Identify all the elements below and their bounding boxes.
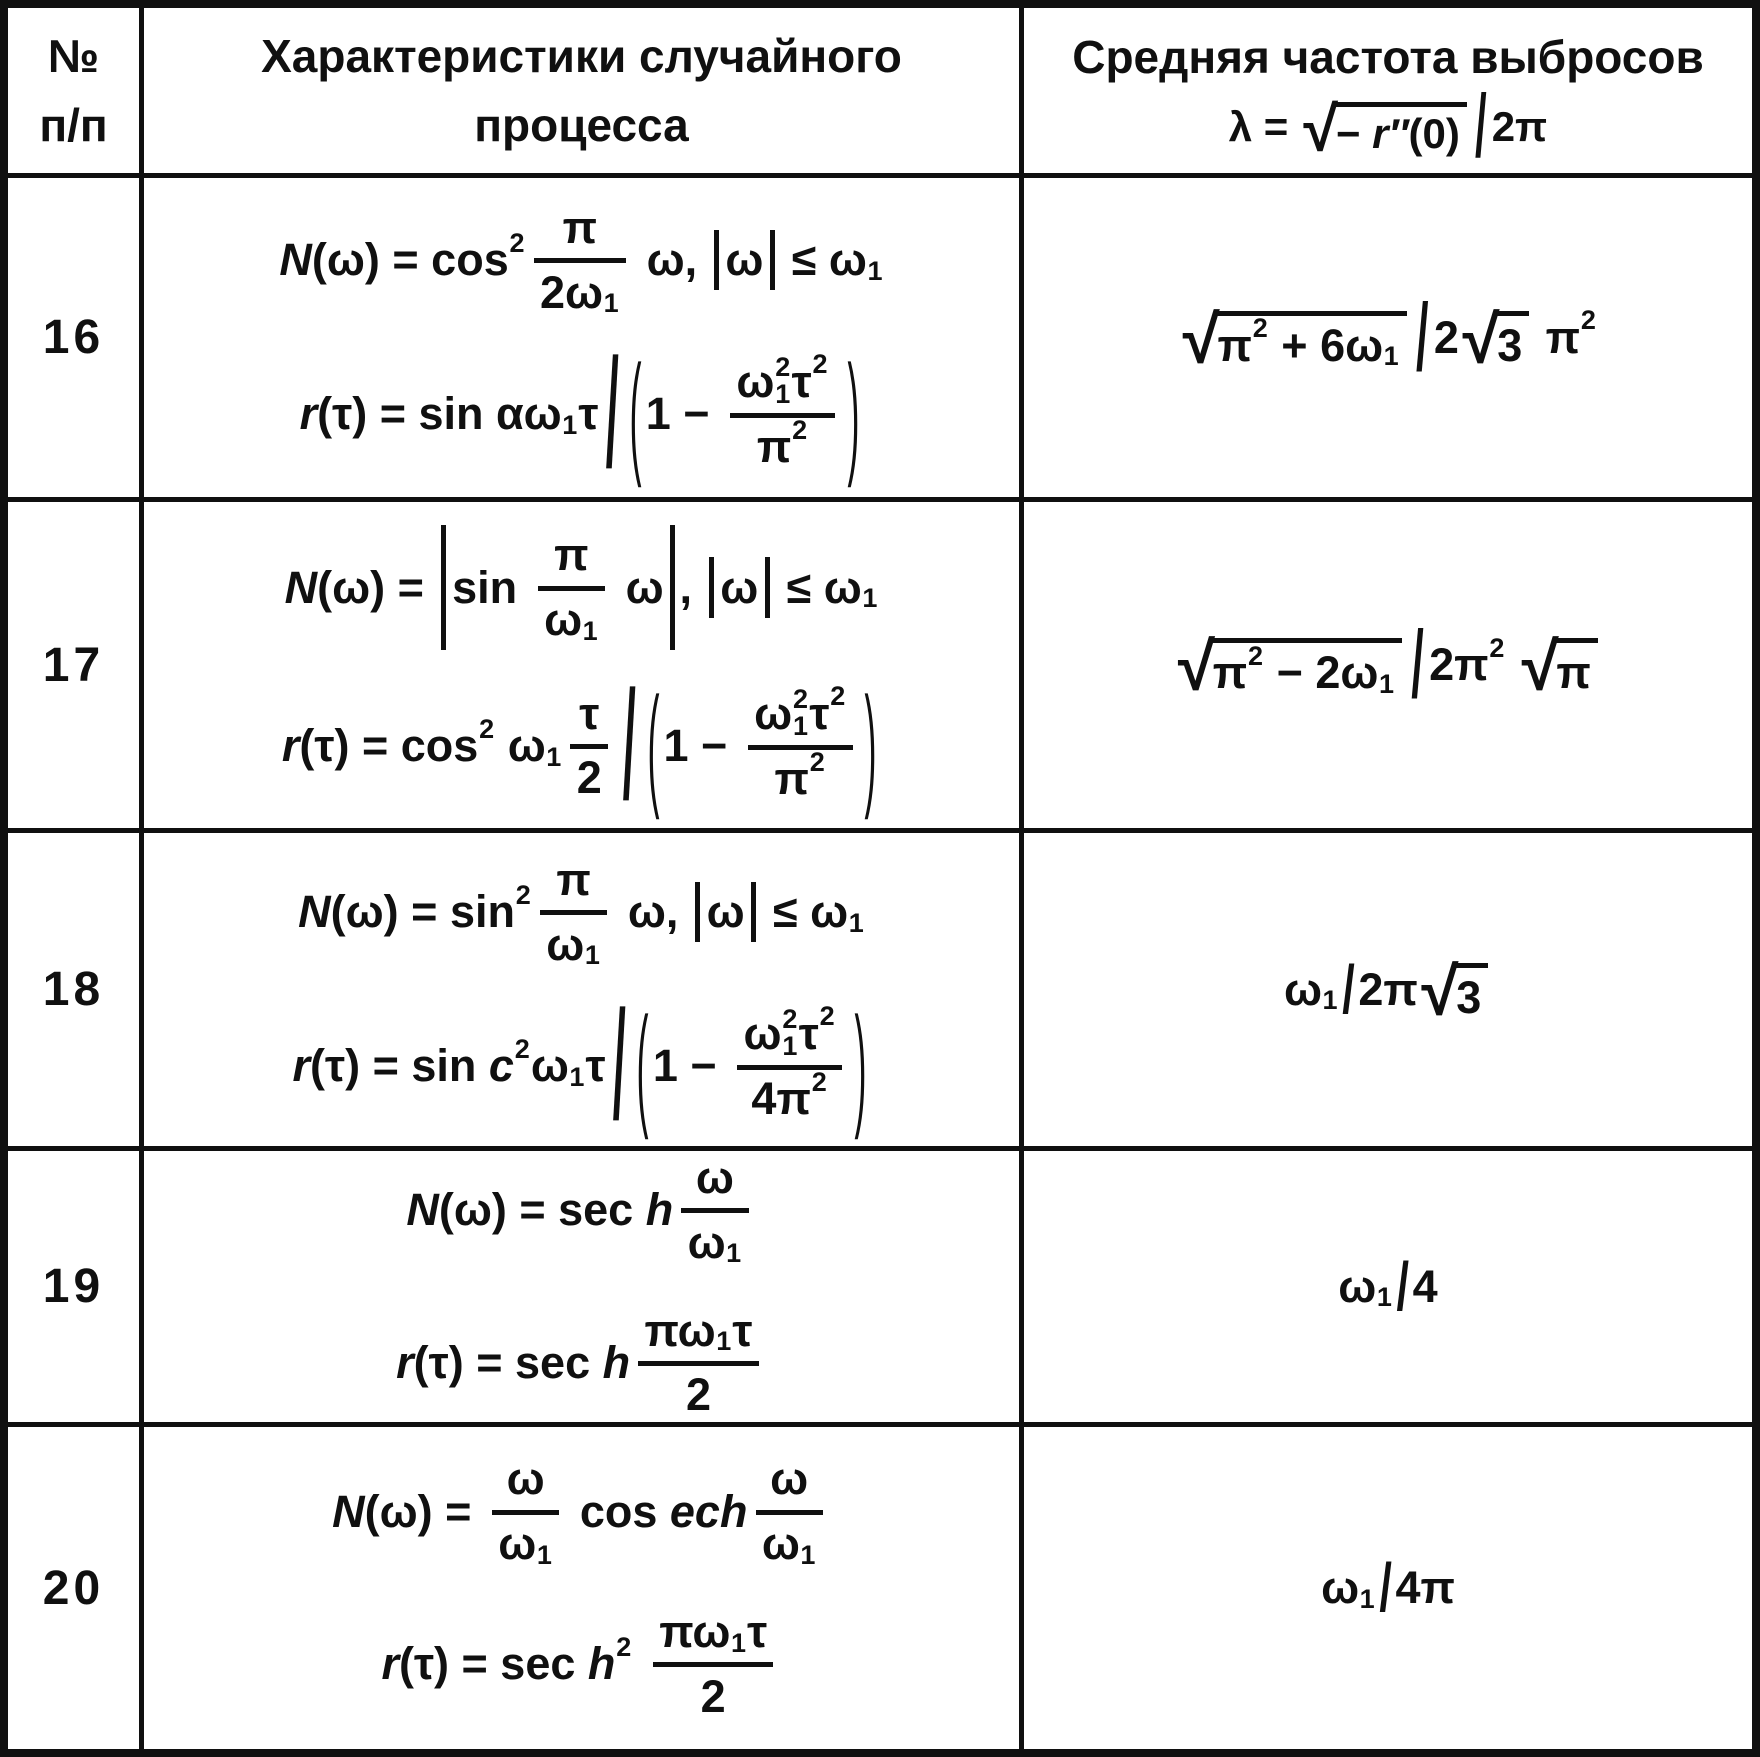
row-17-characteristics-cell (144, 502, 1024, 833)
math-superscript: 2 (1247, 640, 1263, 671)
math-variable: h (587, 1638, 616, 1690)
math-denominator (730, 415, 835, 473)
math-numerator (653, 1606, 774, 1667)
row-16-characteristics-cell (144, 178, 1024, 502)
math-text: (0) (1408, 110, 1460, 158)
math-text: 4π (1395, 1562, 1455, 1614)
math-numerator (756, 1453, 823, 1514)
math-subscript: 1 (582, 615, 598, 646)
row-20-lambda-formula (1321, 1549, 1455, 1626)
math-text: 2 (685, 1369, 711, 1421)
math-text: + 6ω (1268, 319, 1384, 371)
math-variable: r (396, 1336, 414, 1388)
math-variable: N (332, 1485, 365, 1537)
math-text: ≤ ω (779, 234, 867, 286)
math-radical (1421, 954, 1488, 1030)
math-numerator (638, 1305, 759, 1366)
math-division-slash: / (1415, 283, 1429, 391)
math-division-slash: / (605, 325, 619, 500)
math-fraction (540, 854, 607, 971)
row-20-characteristics-cell (144, 1427, 1024, 1749)
math-text: ω (530, 1039, 569, 1091)
math-text: ω (706, 886, 745, 938)
math-radical (1462, 302, 1529, 378)
math-text: τ (732, 1304, 753, 1356)
row-19-spectrum-formula (406, 1152, 756, 1269)
math-absolute-value (695, 882, 756, 943)
math-subscript: 1 (867, 255, 883, 286)
math-text: 2 (576, 752, 602, 804)
math-fraction (653, 1606, 774, 1723)
math-subsup (782, 1006, 797, 1060)
row-20-number: 20 (8, 1427, 144, 1749)
math-superscript: 2 (509, 227, 525, 258)
row-18-spectrum-formula (298, 854, 865, 971)
header-number-sign: № (47, 29, 100, 82)
math-text: (τ) = sin (310, 1039, 489, 1091)
math-superscript: 2 (616, 1632, 632, 1663)
math-superscript: 2 (819, 1001, 835, 1032)
radical-sign-icon: √ (1177, 629, 1215, 705)
math-superscript: 2 (811, 1067, 827, 1098)
math-text: ω (754, 687, 793, 739)
math-fraction (681, 1152, 748, 1269)
row-16-number: 16 (8, 178, 144, 502)
math-text: ω, (634, 234, 710, 286)
math-text: ω (736, 355, 775, 407)
row-20-spectrum-formula (332, 1453, 831, 1570)
row-16-lambda-cell (1024, 178, 1752, 502)
math-text: ω, (615, 886, 691, 938)
math-superscript: 2 (1580, 305, 1596, 336)
math-text: 4 (1412, 1260, 1438, 1312)
math-subscript: 1 (726, 1238, 742, 1269)
math-division-slash: / (623, 657, 637, 832)
math-text (632, 1638, 645, 1690)
math-radical (1177, 629, 1402, 705)
math-text: (τ) = sec (413, 1336, 603, 1388)
math-numerator (492, 1453, 559, 1514)
row-17-spectrum-formula (285, 525, 879, 651)
math-variable: N (406, 1184, 439, 1236)
math-text: − (1335, 110, 1373, 158)
row-19-correlation-formula (396, 1305, 767, 1422)
math-numerator (534, 202, 626, 263)
math-fraction (534, 202, 626, 319)
math-text: π (1212, 647, 1248, 698)
math-text: π (554, 529, 589, 581)
math-text: ≤ ω (774, 561, 862, 613)
math-variable: r (299, 387, 318, 439)
math-division-slash: / (1379, 1549, 1392, 1626)
math-text: 2π (1358, 963, 1418, 1015)
math-superscript: 2 (1489, 632, 1505, 663)
math-subscript: 1 (1376, 1282, 1392, 1313)
math-text: 1 − (663, 719, 740, 771)
math-text: π (1217, 319, 1252, 371)
math-superscript: 2 (515, 879, 531, 910)
math-fraction (638, 1305, 759, 1422)
math-denominator (492, 1515, 559, 1570)
math-text: ω (761, 1518, 800, 1570)
math-text: ω (770, 1453, 809, 1505)
header-cell-number (8, 8, 144, 178)
math-division-slash: / (1474, 76, 1487, 175)
header-number-pp: п/п (39, 98, 108, 151)
math-text: ω (495, 719, 546, 771)
radical-sign-icon: √ (1182, 302, 1220, 378)
math-text: 3 (1456, 971, 1482, 1023)
math-subscript: 1 (569, 1061, 585, 1092)
math-absolute-value (441, 525, 675, 651)
math-text: π (774, 753, 809, 805)
math-text: ω (725, 234, 764, 286)
math-denominator (748, 747, 853, 805)
row-19-lambda-formula (1338, 1247, 1438, 1325)
math-text: ω (687, 1216, 726, 1268)
math-numerator (730, 349, 835, 418)
math-subscript: 1 (562, 409, 578, 440)
row-17-lambda-cell (1024, 502, 1752, 833)
math-text: π (1556, 647, 1591, 698)
math-text: (ω) = (364, 1485, 484, 1537)
row-17-number: 17 (8, 502, 144, 833)
math-denominator (540, 915, 607, 970)
math-variable: r″ (1372, 110, 1409, 158)
math-radicand (1214, 311, 1407, 371)
math-subscript: 1 (1322, 985, 1338, 1016)
header-characteristics-line2: процесса (474, 98, 689, 151)
math-superscript: 2 (792, 684, 808, 715)
math-variable: N (298, 886, 331, 938)
math-text: ω (695, 1151, 734, 1203)
math-text: 4π (751, 1073, 811, 1125)
row-19-number: 19 (8, 1151, 144, 1427)
math-variable: r (281, 719, 300, 771)
math-text: τ (585, 1039, 606, 1091)
math-subscript: 1 (536, 1539, 552, 1570)
math-variable: N (279, 234, 312, 286)
math-radical (1182, 302, 1407, 378)
math-superscript: 2 (830, 681, 846, 712)
math-text: τ (579, 687, 600, 739)
math-numerator (737, 1001, 842, 1070)
math-text: 2ω (540, 266, 604, 318)
math-text: τ (747, 1606, 768, 1657)
math-text: ω (498, 1518, 537, 1570)
math-variable: h (602, 1336, 631, 1388)
math-variable: c (488, 1039, 514, 1091)
math-text: , (679, 561, 705, 613)
math-superscript: 2 (782, 1004, 798, 1035)
math-subscript: 1 (730, 1627, 746, 1658)
math-subscript: 1 (1359, 1583, 1375, 1614)
math-text: πω (659, 1606, 731, 1657)
math-subscript: 1 (792, 711, 808, 742)
math-fraction (570, 688, 608, 805)
math-radical (1521, 629, 1598, 705)
math-text: 1 − (652, 1039, 730, 1091)
math-variable: r (292, 1039, 311, 1091)
row-18-number: 18 (8, 833, 144, 1151)
math-denominator (681, 1213, 748, 1268)
math-subscript: 1 (1378, 668, 1394, 699)
math-right-paren: ) (854, 988, 867, 1142)
math-left-paren: ( (629, 336, 642, 490)
math-text: (ω) = (317, 561, 437, 613)
math-radical (1303, 94, 1466, 165)
row-16-correlation-formula (299, 325, 864, 500)
row-19-lambda-cell (1024, 1151, 1752, 1427)
math-text: τ (798, 1007, 819, 1059)
math-text: (ω) = sin (330, 886, 515, 938)
math-text: 3 (1497, 319, 1523, 371)
math-text: π (556, 853, 591, 905)
math-text: cos (567, 1485, 670, 1537)
header-characteristics-line1: Характеристики случайного (261, 29, 902, 82)
math-variable: ech (669, 1485, 748, 1537)
math-variable: r (381, 1638, 399, 1690)
math-denominator (534, 263, 626, 318)
math-text: − 2ω (1264, 647, 1379, 698)
math-text: π (756, 421, 792, 473)
math-text: πω (644, 1304, 716, 1356)
math-text: ω (1338, 1260, 1377, 1312)
math-numerator (681, 1152, 748, 1213)
header-lambda-formula (1228, 76, 1548, 175)
math-text: (τ) = cos (299, 719, 479, 771)
math-text: ω (720, 561, 759, 613)
math-superscript: 2 (514, 1033, 530, 1064)
math-text: ω (743, 1007, 782, 1059)
radical-sign-icon: √ (1521, 629, 1559, 705)
math-text: (ω) = sec (438, 1184, 646, 1236)
math-radicand (1209, 638, 1402, 698)
math-text: sin (452, 561, 530, 613)
row-19-characteristics-cell (144, 1151, 1024, 1427)
math-division-slash: / (1342, 950, 1355, 1028)
math-text: ω (546, 918, 585, 970)
math-text (1506, 639, 1519, 691)
math-numerator (748, 681, 853, 750)
row-16-lambda-formula (1179, 283, 1597, 391)
math-text: 2π (1491, 102, 1548, 150)
math-numerator (540, 854, 607, 915)
math-variable: N (284, 561, 318, 613)
math-fraction (730, 349, 835, 473)
math-subscript: 1 (848, 907, 864, 938)
math-denominator (653, 1667, 774, 1722)
header-mean-frequency-title: Средняя частота выбросов (1072, 30, 1704, 83)
math-superscript: 2 (775, 352, 791, 383)
math-text: ω (506, 1453, 545, 1505)
math-denominator (737, 1067, 842, 1125)
math-text: (τ) = sin αω (317, 387, 562, 439)
math-denominator (570, 749, 608, 804)
math-radicand (1333, 102, 1467, 159)
math-text: λ = (1228, 102, 1301, 150)
math-superscript: 2 (1252, 313, 1268, 344)
math-text: τ (809, 687, 830, 739)
row-20-lambda-cell (1024, 1427, 1752, 1749)
math-superscript: 2 (812, 349, 828, 380)
math-text: ω (1321, 1562, 1360, 1614)
row-18-correlation-formula (292, 977, 871, 1151)
math-text: π (562, 201, 598, 253)
math-superscript: 2 (479, 713, 495, 744)
row-20-correlation-formula (381, 1606, 781, 1723)
math-numerator (570, 688, 608, 749)
math-division-slash: / (1411, 610, 1424, 718)
math-fraction (492, 1453, 559, 1570)
math-right-paren: ) (864, 668, 877, 822)
radical-sign-icon: √ (1421, 954, 1459, 1030)
math-left-paren: ( (647, 668, 660, 822)
row-18-lambda-formula (1283, 950, 1492, 1030)
math-text: π (1533, 311, 1581, 363)
math-text: 2 (1433, 311, 1459, 363)
math-subscript: 1 (782, 1031, 798, 1062)
math-subscript: 1 (1383, 341, 1399, 372)
math-division-slash: / (1396, 1247, 1410, 1325)
math-subscript: 1 (546, 741, 562, 772)
math-denominator (756, 1515, 823, 1570)
math-text: 1 − (645, 387, 723, 439)
math-subscript: 1 (775, 379, 791, 410)
math-subscript: 1 (862, 583, 878, 614)
math-superscript: 2 (792, 415, 808, 446)
math-text: (ω) = cos (311, 234, 509, 286)
math-denominator (638, 1366, 759, 1421)
row-17-lambda-formula (1174, 610, 1601, 718)
row-17-correlation-formula (281, 657, 881, 832)
header-cell-characteristics (144, 8, 1024, 178)
math-text: τ (578, 387, 599, 439)
math-subscript: 1 (603, 288, 619, 319)
radical-sign-icon: √ (1303, 94, 1338, 165)
math-variable: h (645, 1184, 674, 1236)
radical-sign-icon: √ (1462, 302, 1500, 378)
math-text: ω (613, 561, 664, 613)
math-text: ω (1283, 963, 1322, 1015)
math-text: 2π (1429, 639, 1489, 691)
math-text: ≤ ω (760, 886, 849, 938)
math-denominator (538, 591, 605, 646)
math-text: ω (544, 594, 583, 646)
row-18-lambda-cell (1024, 833, 1752, 1151)
math-right-paren: ) (847, 336, 860, 490)
math-subsup (793, 686, 808, 740)
math-text: 2 (700, 1670, 726, 1722)
math-fraction (748, 681, 853, 805)
math-absolute-value (709, 557, 770, 618)
math-superscript: 2 (809, 747, 825, 778)
math-division-slash: / (612, 977, 626, 1151)
math-subscript: 1 (800, 1539, 816, 1570)
math-numerator (538, 529, 605, 590)
math-subscript: 1 (584, 940, 600, 971)
header-cell-mean-frequency (1024, 8, 1752, 178)
row-16-spectrum-formula (279, 202, 883, 319)
math-text: (τ) = sec (398, 1638, 588, 1690)
math-left-paren: ( (636, 988, 649, 1142)
math-absolute-value (714, 230, 775, 291)
math-fraction (538, 529, 605, 646)
math-subsup (775, 354, 790, 408)
math-radicand (1553, 638, 1598, 698)
row-18-characteristics-cell (144, 833, 1024, 1151)
math-fraction (756, 1453, 823, 1570)
math-fraction (737, 1001, 842, 1125)
math-subscript: 1 (716, 1326, 732, 1357)
math-text: τ (791, 355, 812, 407)
